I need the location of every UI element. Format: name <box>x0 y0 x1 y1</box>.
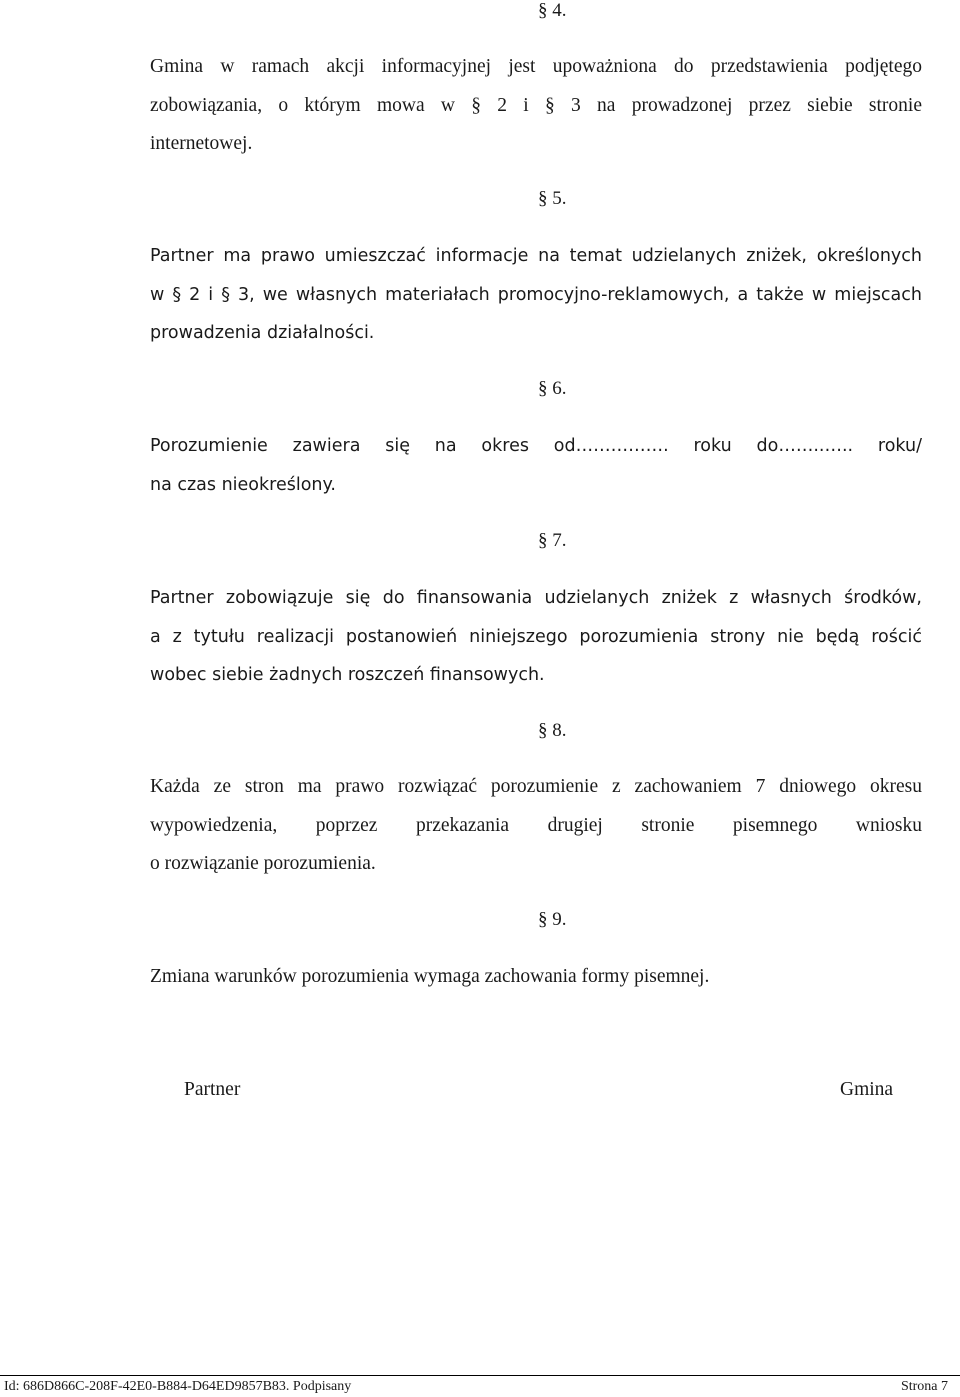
text-line: prowadzenia działalności. <box>150 323 375 343</box>
text-line: Partner ma prawo umieszczać informacje na temat udzielanych zniżek, określonych <box>150 246 922 266</box>
text-line: Zmiana warunków porozumienia wymaga zachowania formy pisemnej. <box>150 966 710 987</box>
section-heading-5: § 5. <box>538 188 567 209</box>
section-7-body <box>150 579 922 695</box>
text-line: wypowiedzenia, poprzez przekazania drugiej stronie pisemnego wniosku <box>150 814 922 836</box>
text-line: a z tytułu realizacji postanowień niniejszego porozumienia strony nie będą rościć <box>150 626 922 647</box>
section-4-body <box>150 48 922 164</box>
text-line: Porozumienie zawiera się na okres od……………. roku do……..….. roku/ <box>150 436 922 456</box>
section-heading-7: § 7. <box>538 530 567 551</box>
signature-gmina-label: Gmina <box>840 1079 894 1100</box>
text-line: Gmina w ramach akcji informacyjnej jest upoważniona do przedstawienia podjętego <box>150 56 922 77</box>
text-line: na czas nieokreślony. <box>150 474 336 495</box>
section-heading-6: § 6. <box>538 378 567 399</box>
text-line: internetowej. <box>150 133 253 154</box>
section-heading-8: § 8. <box>538 720 567 741</box>
section-9-body <box>150 958 922 997</box>
page-number: Strona 7 <box>900 1379 948 1394</box>
text-line: Partner zobowiązuje się do finansowania udzielanych zniżek z własnych środków, <box>150 588 922 608</box>
section-heading-4: § 4. <box>538 0 567 21</box>
text-line: o rozwiązanie porozumienia. <box>150 853 376 874</box>
section-5-body <box>150 237 922 353</box>
section-6-body <box>150 427 922 504</box>
section-heading-9: § 9. <box>538 909 567 930</box>
text-line: wobec siebie żadnych roszczeń finansowych. <box>150 665 545 685</box>
text-line: zobowiązania, o którym mowa w § 2 i § 3 na prowadzonej przez siebie stronie <box>150 94 922 116</box>
text-line: Każda ze stron ma prawo rozwiązać porozumienie z zachowaniem 7 dniowego okresu <box>150 776 922 797</box>
document-id: Id: 686D866C-208F-42E0-B884-D64ED9857B83. Podpisany <box>4 1379 352 1394</box>
page-footer <box>0 1375 960 1397</box>
section-8-body <box>150 768 922 884</box>
text-line: w § 2 i § 3, we własnych materiałach promocyjno-reklamowych, a także w miejscach <box>150 284 922 305</box>
signature-partner-label: Partner <box>184 1079 241 1100</box>
